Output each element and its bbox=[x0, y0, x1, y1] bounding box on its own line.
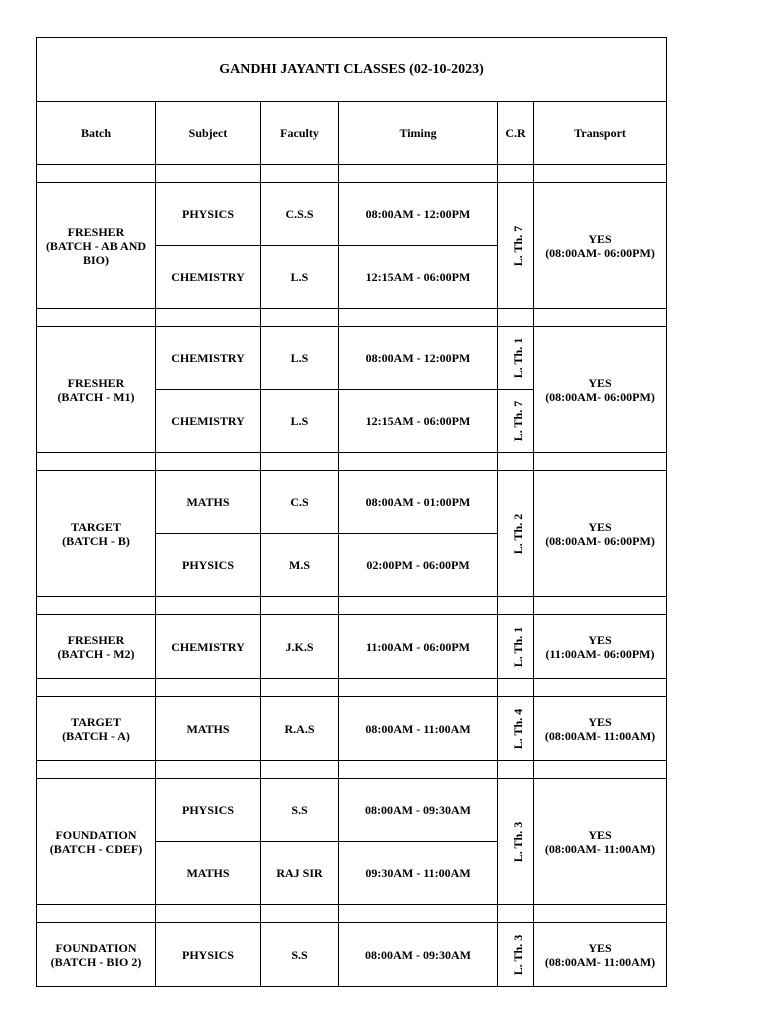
spacer-cell bbox=[339, 761, 498, 779]
timing-cell: 08:00AM - 12:00PM bbox=[339, 183, 498, 246]
spacer-cell bbox=[534, 453, 667, 471]
spacer-cell bbox=[156, 679, 261, 697]
timing-cell: 08:00AM - 12:00PM bbox=[339, 327, 498, 390]
batch-cell bbox=[37, 923, 156, 987]
spacer-cell bbox=[498, 905, 534, 923]
batch-name: FRESHER bbox=[67, 224, 125, 239]
classroom-label: L. Th. 7 bbox=[511, 400, 526, 442]
timing-cell: 08:00AM - 09:30AM bbox=[339, 923, 498, 987]
spacer-row bbox=[37, 905, 667, 923]
spacer-cell bbox=[37, 761, 156, 779]
classroom-cell bbox=[498, 779, 534, 905]
spacer-cell bbox=[534, 309, 667, 327]
transport-status: YES bbox=[588, 519, 612, 534]
faculty-cell: L.S bbox=[261, 390, 339, 453]
timing-cell: 02:00PM - 06:00PM bbox=[339, 534, 498, 597]
spacer-row bbox=[37, 597, 667, 615]
timing-cell: 11:00AM - 06:00PM bbox=[339, 615, 498, 679]
subject-cell: MATHS bbox=[156, 697, 261, 761]
transport-cell bbox=[534, 183, 667, 309]
header-faculty: Faculty bbox=[261, 102, 339, 165]
spacer-cell bbox=[534, 165, 667, 183]
spacer-cell bbox=[261, 597, 339, 615]
faculty-cell: RAJ SIR bbox=[261, 842, 339, 905]
subject-cell: PHYSICS bbox=[156, 779, 261, 842]
classroom-label: L. Th. 1 bbox=[511, 626, 526, 667]
transport-cell bbox=[534, 327, 667, 453]
batch-name: FOUNDATION bbox=[55, 827, 137, 842]
batch-cell bbox=[37, 697, 156, 761]
subject-cell: CHEMISTRY bbox=[156, 246, 261, 309]
transport-status: YES bbox=[588, 632, 612, 647]
transport-hours: (08:00AM- 11:00AM) bbox=[544, 728, 656, 743]
spacer-cell bbox=[498, 761, 534, 779]
spacer-cell bbox=[156, 761, 261, 779]
spacer-row bbox=[37, 679, 667, 697]
subject-cell: MATHS bbox=[156, 471, 261, 534]
spacer-row bbox=[37, 761, 667, 779]
timing-cell: 08:00AM - 09:30AM bbox=[339, 779, 498, 842]
batch-code: (BATCH - BIO 2) bbox=[50, 954, 142, 969]
spacer-cell bbox=[498, 453, 534, 471]
batch-cell bbox=[37, 615, 156, 679]
spacer-cell bbox=[37, 905, 156, 923]
spacer-cell bbox=[156, 165, 261, 183]
classroom-cell bbox=[498, 471, 534, 597]
faculty-cell: R.A.S bbox=[261, 697, 339, 761]
transport-hours: (11:00AM- 06:00PM) bbox=[545, 646, 655, 661]
classroom-cell bbox=[498, 615, 534, 679]
timing-cell: 08:00AM - 11:00AM bbox=[339, 697, 498, 761]
faculty-cell: L.S bbox=[261, 327, 339, 390]
faculty-cell: J.K.S bbox=[261, 615, 339, 679]
classroom-cell bbox=[498, 923, 534, 987]
classroom-cell bbox=[498, 390, 534, 453]
spacer-cell bbox=[261, 165, 339, 183]
table-row bbox=[37, 327, 667, 390]
spacer-cell bbox=[261, 679, 339, 697]
transport-cell bbox=[534, 779, 667, 905]
transport-hours: (08:00AM- 06:00PM) bbox=[545, 245, 655, 260]
faculty-cell: S.S bbox=[261, 923, 339, 987]
header-row bbox=[37, 102, 667, 165]
spacer-cell bbox=[261, 309, 339, 327]
classroom-cell bbox=[498, 697, 534, 761]
subject-cell: CHEMISTRY bbox=[156, 390, 261, 453]
spacer-cell bbox=[339, 309, 498, 327]
spacer-cell bbox=[339, 165, 498, 183]
classroom-label: L. Th. 7 bbox=[511, 225, 526, 266]
transport-hours: (08:00AM- 06:00PM) bbox=[545, 389, 655, 404]
faculty-cell: C.S.S bbox=[261, 183, 339, 246]
spacer-cell bbox=[534, 761, 667, 779]
timing-cell: 12:15AM - 06:00PM bbox=[339, 246, 498, 309]
title-row bbox=[37, 38, 667, 102]
page-title: GANDHI JAYANTI CLASSES (02-10-2023) bbox=[37, 38, 667, 102]
transport-status: YES bbox=[588, 827, 612, 842]
table-row bbox=[37, 615, 667, 679]
batch-code: (BATCH - M2) bbox=[57, 646, 135, 661]
header-transport: Transport bbox=[534, 102, 667, 165]
batch-cell bbox=[37, 471, 156, 597]
spacer-cell bbox=[37, 165, 156, 183]
transport-status: YES bbox=[588, 375, 612, 390]
transport-cell bbox=[534, 923, 667, 987]
subject-cell: CHEMISTRY bbox=[156, 615, 261, 679]
spacer-cell bbox=[156, 309, 261, 327]
batch-code: (BATCH - CDEF) bbox=[49, 841, 143, 856]
table-row bbox=[37, 183, 667, 246]
subject-cell: CHEMISTRY bbox=[156, 327, 261, 390]
faculty-cell: L.S bbox=[261, 246, 339, 309]
schedule-body bbox=[37, 38, 667, 987]
transport-hours: (08:00AM- 06:00PM) bbox=[545, 533, 655, 548]
transport-status: YES bbox=[588, 231, 612, 246]
spacer-cell bbox=[261, 761, 339, 779]
batch-name: FOUNDATION bbox=[55, 940, 137, 955]
classroom-cell bbox=[498, 183, 534, 309]
batch-name: FRESHER bbox=[67, 375, 125, 390]
spacer-cell bbox=[156, 905, 261, 923]
transport-cell bbox=[534, 697, 667, 761]
faculty-cell: S.S bbox=[261, 779, 339, 842]
table-row bbox=[37, 923, 667, 987]
classroom-label: L. Th. 1 bbox=[511, 337, 526, 379]
spacer-cell bbox=[339, 597, 498, 615]
spacer-cell bbox=[534, 679, 667, 697]
transport-status: YES bbox=[588, 714, 612, 729]
timing-cell: 12:15AM - 06:00PM bbox=[339, 390, 498, 453]
header-timing: Timing bbox=[339, 102, 498, 165]
spacer-cell bbox=[261, 905, 339, 923]
classroom-label: L. Th. 3 bbox=[511, 821, 526, 862]
batch-code: (BATCH - B) bbox=[62, 533, 130, 548]
faculty-cell: M.S bbox=[261, 534, 339, 597]
spacer-cell bbox=[339, 679, 498, 697]
table-row bbox=[37, 471, 667, 534]
spacer-cell bbox=[156, 597, 261, 615]
spacer-row bbox=[37, 165, 667, 183]
spacer-cell bbox=[37, 309, 156, 327]
batch-name: FRESHER bbox=[67, 632, 125, 647]
spacer-row bbox=[37, 453, 667, 471]
classroom-label: L. Th. 4 bbox=[511, 708, 526, 749]
classroom-label: L. Th. 2 bbox=[511, 513, 526, 554]
batch-cell bbox=[37, 183, 156, 309]
transport-cell bbox=[534, 471, 667, 597]
subject-cell: PHYSICS bbox=[156, 923, 261, 987]
spacer-cell bbox=[498, 597, 534, 615]
spacer-cell bbox=[498, 165, 534, 183]
spacer-cell bbox=[498, 679, 534, 697]
subject-cell: MATHS bbox=[156, 842, 261, 905]
spacer-cell bbox=[261, 453, 339, 471]
header-cr: C.R bbox=[498, 102, 534, 165]
timing-cell: 09:30AM - 11:00AM bbox=[339, 842, 498, 905]
batch-code: (BATCH - A) bbox=[62, 728, 130, 743]
batch-cell bbox=[37, 327, 156, 453]
spacer-cell bbox=[498, 309, 534, 327]
table-row bbox=[37, 779, 667, 842]
batch-code: (BATCH - M1) bbox=[57, 389, 135, 404]
header-batch: Batch bbox=[37, 102, 156, 165]
transport-cell bbox=[534, 615, 667, 679]
spacer-cell bbox=[37, 597, 156, 615]
spacer-cell bbox=[156, 453, 261, 471]
transport-hours: (08:00AM- 11:00AM) bbox=[544, 954, 656, 969]
spacer-cell bbox=[37, 679, 156, 697]
header-subject: Subject bbox=[156, 102, 261, 165]
classroom-label: L. Th. 3 bbox=[511, 934, 526, 975]
table-row bbox=[37, 697, 667, 761]
transport-status: YES bbox=[588, 940, 612, 955]
timing-cell: 08:00AM - 01:00PM bbox=[339, 471, 498, 534]
spacer-cell bbox=[339, 905, 498, 923]
spacer-cell bbox=[534, 905, 667, 923]
batch-name: TARGET bbox=[71, 714, 121, 729]
classroom-cell bbox=[498, 327, 534, 390]
faculty-cell: C.S bbox=[261, 471, 339, 534]
batch-cell bbox=[37, 779, 156, 905]
spacer-cell bbox=[339, 453, 498, 471]
spacer-cell bbox=[534, 597, 667, 615]
batch-code: (BATCH - AB AND BIO) bbox=[45, 238, 147, 267]
spacer-cell bbox=[37, 453, 156, 471]
subject-cell: PHYSICS bbox=[156, 534, 261, 597]
transport-hours: (08:00AM- 11:00AM) bbox=[544, 841, 656, 856]
subject-cell: PHYSICS bbox=[156, 183, 261, 246]
batch-name: TARGET bbox=[71, 519, 121, 534]
schedule-table bbox=[36, 37, 667, 987]
spacer-row bbox=[37, 309, 667, 327]
